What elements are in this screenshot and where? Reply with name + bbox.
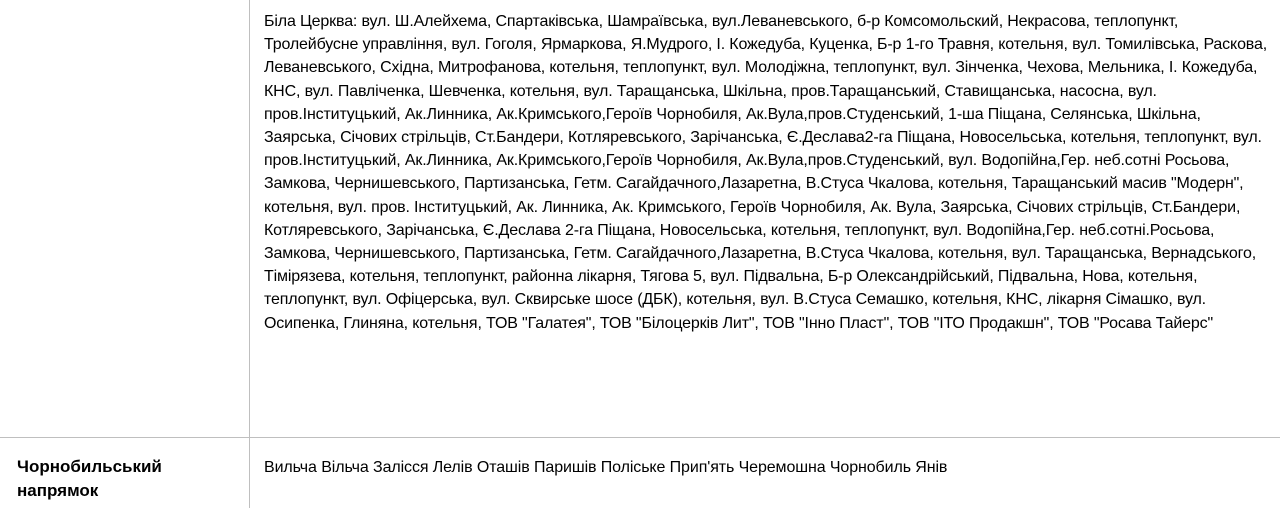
locations-cell: [250, 438, 1280, 508]
direction-cell: [0, 0, 250, 438]
direction-label: [0, 0, 249, 17]
locations-cell: [250, 0, 1280, 438]
locations-text: Вильча Вільча Залісся Лелів Оташів Паришів Поліське Прип'ять Черемошна Чорнобиль Янів: [264, 459, 948, 476]
direction-cell: [0, 438, 250, 508]
table-row: [0, 438, 1280, 508]
direction-label: Чорнобильський напрямок: [17, 457, 162, 500]
locations-text: Біла Церква: вул. Ш.Алейхема, Спартаківська, Шамраївська, вул.Леваневського, б-р Комсомольский, Некрасова, теплопункт, Тролейбусне управління, вул. Гоголя, Ярмаркова, Я.Мудрого, І. Кожедуба, Куценка, Б-р 1-го Травня, котельня, вул. Томилівська, Раскова, Леваневського, Східна, Митрофанова, котельня, теплопункт, вул. Молодіжна, теплопункт, вул. Зінченка, Чехова, Мельника, І. Кожедуба, КНС, вул. Павліченка, Шевченка, котельня, вул. Таращанська, Шкільна, пров.Таращанський, Ставищанська, насосна, вул. пров.Інституцький, Ак.Линника, Ак.Кримського,Героїв Чорнобиля, Ак.Вула,пров.Студенський, 1-ша Піщана, Селянська, Шкільна, Заярська, Січових стрільців, Ст.Бандери, Котляревського, Зарічанська, Є.Деслава2-га Піщана, Новосельська, котельня, теплопункт, вул. пров.Інституцький, Ак.Линника, Ак.Кримського,Героїв Чорнобиля, Ак.Вула,пров.Студенський, вул. Водопійна,Гер. неб.сотні Росьова, Замкова, Чернишевського, Партизанська, Гетм. Сагайдачного,Лазаретна, В.Стуса Чкалова, котельня, Таращанський масив "Модерн", котельня, вул. пров. Інституцький, Ак. Линника, Ак. Кримського, Героїв Чорнобиля, Ак. Вула, Заярська, Січових стрільців, Ст.Бандери, Котляревського, Зарічанська, Є.Деслава 2-га Піщана, Новосельська, котельня, теплопункт, вул. Водопійна,Гер. неб.сотні.Росьова, Замкова, Чернишевського, Партизанська, Гетм. Сагайдачного,Лазаретна, В.Стуса Чкалова, котельня, вул. Таращанська, Вернадського, Тімірязева, котельня, теплопункт, районна лікарня, Тягова 5, вул. Підвальна, Б-р Олександрійський, Підвальна, Нова, котельня, теплопункт, вул. Офіцерська, вул. Сквирське шосе (ДБК), котельня, вул. В.Стуса Семашко, котельня, КНС, лікарня Сімашко, вул. Осипенка, Глиняна, котельня, ТОВ "Галатея", ТОВ "Білоцерків Лит", ТОВ "Інно Пласт", ТОВ "ІТО Продакшн", ТОВ "Росава Тайерс": [264, 13, 1268, 332]
